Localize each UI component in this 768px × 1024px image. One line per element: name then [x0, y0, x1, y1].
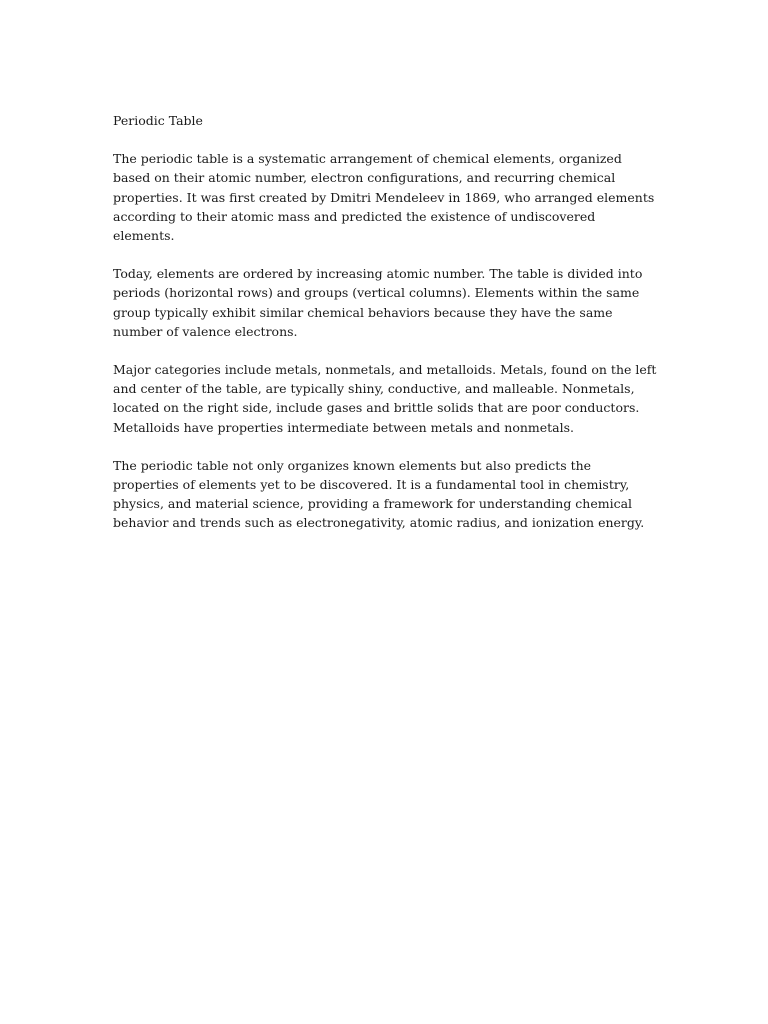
paragraph-2: Today, elements are ordered by increasing atomic number. The table is divided into periods (horizontal rows) and groups (vertical columns). Elements within the same group typically exhibit similar chemical behaviors because they have the same number of valence electrons.: [113, 266, 643, 339]
paragraph-4: The periodic table not only organizes known elements but also predicts the properties of elements yet to be discovered. It is a fundamental tool in chemistry, physics, and material science, providing a framework for understanding chemical behavior and trends such as electronegativity, atomic radius, and ionization energy.: [113, 457, 645, 531]
document-title: Periodic Table: [113, 113, 203, 128]
document-body: [113, 111, 658, 552]
paragraph-1: The periodic table is a systematic arrangement of chemical elements, organized based on their atomic number, electron configurations, and recurring chemical properties. It was first created by Dmitri Mendeleev in 1869, who arranged elements according to their atomic mass and predicted the existence of undiscovered elements.: [113, 151, 655, 244]
paragraph-3: Major categories include metals, nonmetals, and metalloids. Metals, found on the left and center of the table, are typically shiny, conductive, and malleable. Nonmetals, located on the right side, include gases and brittle solids that are poor conductors. Metalloids have properties intermediate between metals and nonmetals.: [113, 362, 657, 435]
